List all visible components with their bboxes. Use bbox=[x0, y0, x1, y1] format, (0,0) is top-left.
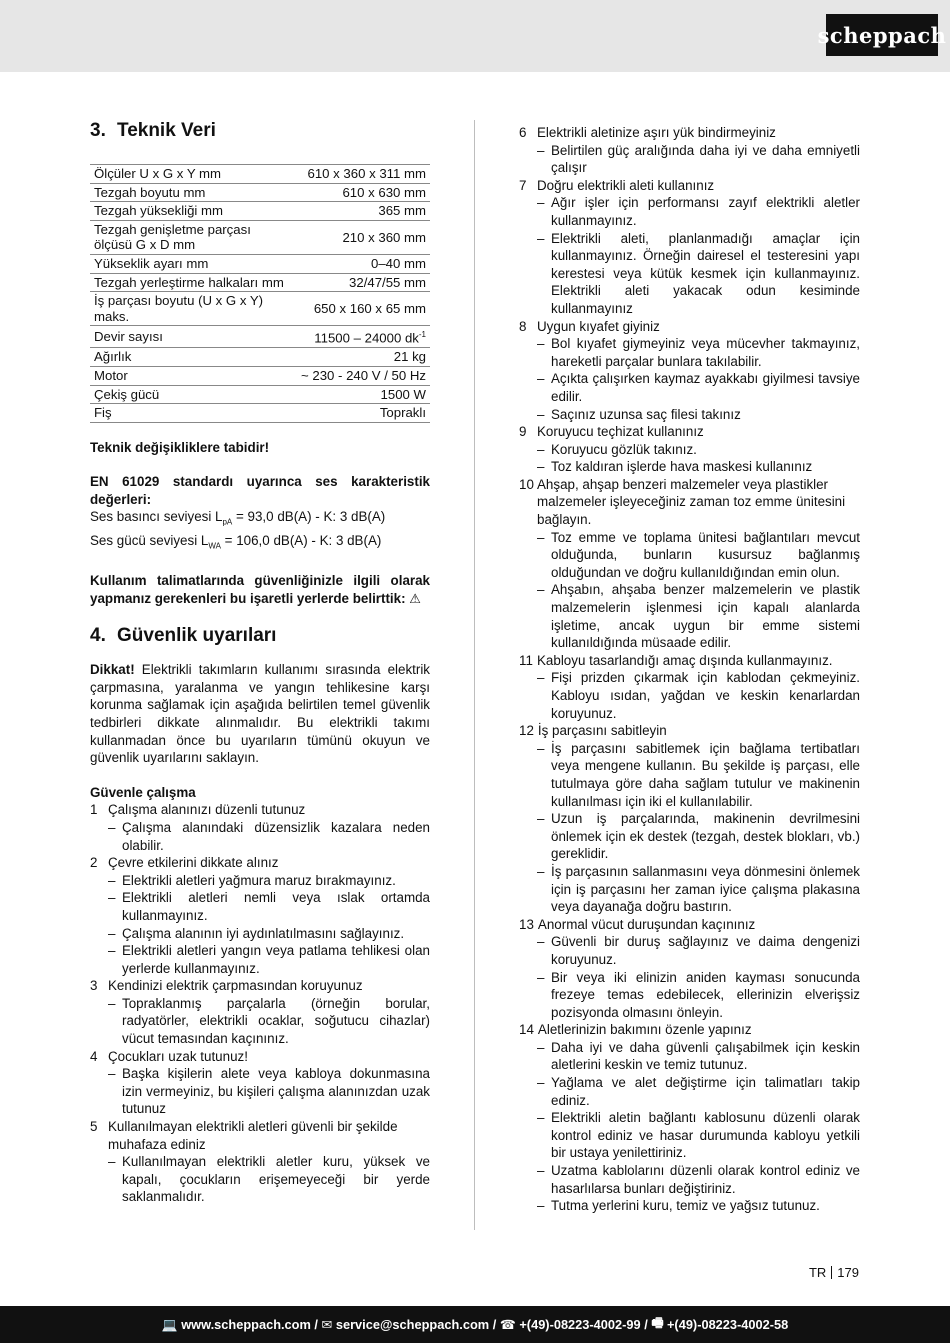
header-bar bbox=[0, 0, 950, 72]
spec-label: Çekiş gücü bbox=[90, 385, 288, 404]
safety-item-heading bbox=[519, 423, 860, 441]
dash-bullet: – bbox=[108, 890, 116, 906]
item-title: Çocukları uzak tutunuz! bbox=[108, 1048, 248, 1064]
item-subpoint bbox=[519, 1109, 860, 1162]
dash-bullet: – bbox=[108, 1154, 116, 1170]
dash-bullet: – bbox=[537, 934, 545, 950]
spec-value-text: 1500 W bbox=[380, 386, 426, 402]
spec-row bbox=[90, 385, 430, 404]
item-title: Uygun kıyafet giyiniz bbox=[537, 318, 660, 334]
spec-value bbox=[288, 385, 430, 404]
item-number: 2 bbox=[90, 855, 98, 871]
safety-item bbox=[519, 722, 860, 916]
page-number-value: 179 bbox=[837, 1265, 859, 1280]
dash-bullet: – bbox=[537, 969, 545, 985]
spec-label: Tezgah yüksekliği mm bbox=[90, 202, 288, 221]
item-subpoint bbox=[90, 942, 430, 977]
safety-item-heading bbox=[90, 854, 430, 872]
spec-value-text: Topraklı bbox=[379, 405, 426, 421]
subpoint-text: Elektrikli aletleri yağmura maruz bırakmayınız. bbox=[122, 872, 396, 888]
item-subpoint bbox=[90, 1065, 430, 1118]
spec-label: Tezgah yerleştirme halkaları mm bbox=[90, 273, 288, 292]
item-subpoint bbox=[90, 819, 430, 854]
subpoint-text: Fişi prizden çıkarmak için kablodan çekmeyiniz. Kabloyu ısıdan, yağdan ve keskin kenarlardan koruyunuz. bbox=[551, 670, 860, 721]
dikkat-paragraph bbox=[90, 661, 430, 767]
spec-label: Devir sayısı bbox=[90, 326, 288, 348]
safety-item-heading bbox=[519, 652, 860, 670]
subpoint-text: Açıkta çalışırken kaymaz ayakkabı giyilmesi tavsiye edilir. bbox=[551, 371, 860, 404]
spec-row bbox=[90, 183, 430, 202]
spec-value-text: 21 kg bbox=[393, 349, 426, 365]
spec-row bbox=[90, 202, 430, 221]
section-number: 3. bbox=[90, 120, 106, 141]
footer-fax: +(49)-08223-4002-58 bbox=[663, 1317, 789, 1332]
spec-value bbox=[288, 254, 430, 273]
item-title: Kullanılmayan elektrikli aletleri güvenli bir şekilde muhafaza ediniz bbox=[108, 1119, 398, 1152]
item-number: 11 bbox=[519, 652, 533, 668]
item-number: 9 bbox=[519, 424, 527, 440]
spec-value bbox=[288, 326, 430, 348]
page-lang: TR bbox=[808, 1265, 827, 1280]
spec-label: Fiş bbox=[90, 404, 288, 423]
subpoint-text: Bol kıyafet giymeyiniz veya mücevher takmayınız, hareketli parçalar bunlara takılabilir. bbox=[551, 336, 860, 369]
item-subpoint bbox=[90, 995, 430, 1048]
dash-bullet: – bbox=[537, 336, 545, 352]
spec-row bbox=[90, 220, 430, 254]
item-title: Doğru elektrikli aleti kullanınız bbox=[537, 177, 715, 193]
dash-bullet: – bbox=[537, 582, 545, 598]
spec-value bbox=[288, 348, 430, 367]
item-number: 8 bbox=[519, 318, 527, 334]
spec-label: İş parçası boyutu (U x G x Y) maks. bbox=[90, 292, 288, 326]
dash-bullet: – bbox=[537, 740, 545, 756]
safety-item bbox=[519, 124, 860, 177]
noise-pressure-sub: pA bbox=[222, 518, 233, 528]
spec-value-text: 610 x 630 mm bbox=[342, 184, 426, 200]
noise-pressure-label: Ses basıncı seviyesi L bbox=[90, 509, 223, 525]
subpoint-text: Elektrikli aletleri yangın veya patlama tehlikesi olan yerlerde kullanmayınız. bbox=[122, 943, 430, 976]
item-subpoint bbox=[519, 194, 860, 229]
spec-value-text: 210 x 360 mm bbox=[342, 229, 426, 245]
safety-item bbox=[90, 854, 430, 977]
dash-bullet: – bbox=[537, 670, 545, 686]
section-title: Teknik Veri bbox=[117, 120, 216, 141]
warning-triangle-icon: ⚠ bbox=[409, 590, 421, 606]
noise-pressure bbox=[90, 508, 430, 531]
subpoint-text: Başka kişilerin alete veya kabloya dokunmasına izin vermeyiniz, bu kişileri çalışma alanınızdan uzak tutunuz bbox=[122, 1066, 430, 1117]
spec-value-text: 32/47/55 mm bbox=[349, 274, 426, 290]
safety-item bbox=[519, 177, 860, 318]
spec-row bbox=[90, 292, 430, 326]
item-number: 1 bbox=[90, 802, 98, 818]
spec-value bbox=[288, 292, 430, 326]
subpoint-text: Belirtilen güç aralığında daha iyi ve daha emniyetli çalışır bbox=[551, 142, 860, 176]
subpoint-text: Tutma yerlerini kuru, temiz ve yağsız tutunuz. bbox=[551, 1198, 820, 1214]
safety-item bbox=[90, 801, 430, 854]
item-subpoint bbox=[519, 529, 860, 582]
item-subpoint bbox=[519, 863, 860, 916]
safe-work-title: Güvenle çalışma bbox=[90, 784, 196, 800]
page-separator bbox=[831, 1266, 832, 1279]
item-subpoint bbox=[519, 370, 860, 405]
section-3-heading bbox=[90, 118, 430, 144]
spec-row bbox=[90, 326, 430, 348]
item-number: 10 bbox=[519, 476, 534, 492]
spec-value bbox=[288, 404, 430, 423]
spec-value-text: 610 x 360 x 311 mm bbox=[307, 166, 426, 181]
item-number: 7 bbox=[519, 177, 527, 193]
dash-bullet: – bbox=[537, 1075, 545, 1091]
dash-bullet: – bbox=[537, 1110, 545, 1126]
item-number: 3 bbox=[90, 978, 98, 994]
item-number: 5 bbox=[90, 1119, 98, 1135]
noise-pressure-value: = 93,0 dB(A) - K: 3 dB(A) bbox=[232, 509, 386, 525]
section-4-heading bbox=[90, 623, 430, 649]
spec-value bbox=[288, 366, 430, 385]
safety-item bbox=[519, 1021, 860, 1215]
subpoint-text: Yağlama ve alet değiştirme için talimatları takip ediniz. bbox=[551, 1075, 860, 1108]
mail-icon: ✉ bbox=[321, 1316, 333, 1332]
item-number: 14 bbox=[519, 1022, 534, 1038]
dash-bullet: – bbox=[537, 459, 545, 475]
item-subpoint bbox=[519, 1074, 860, 1109]
subpoint-text: Çalışma alanının iyi aydınlatılmasını sağlayınız. bbox=[122, 925, 405, 941]
rpm-superscript: -1 bbox=[418, 330, 426, 340]
item-subpoint bbox=[519, 1197, 860, 1215]
dash-bullet: – bbox=[537, 1198, 545, 1214]
spec-label: Yükseklik ayarı mm bbox=[90, 254, 288, 273]
item-subpoint bbox=[519, 581, 860, 651]
subpoint-text: Ahşabın, ahşaba benzer malzemelerin ve plastik malzemelerin işlenmesi için kapalı alanlarda işletime, ancak uygun bir emme sistemi kullanıldığında müsaade edilir. bbox=[551, 582, 860, 651]
spec-value-text: 11500 – 24000 dk bbox=[314, 330, 419, 346]
subpoint-text: Koruyucu gözlük takınız. bbox=[551, 441, 697, 457]
safety-item-heading bbox=[519, 916, 860, 934]
spec-row bbox=[90, 366, 430, 385]
dash-bullet: – bbox=[537, 1163, 545, 1179]
tech-change-note: Teknik değişikliklere tabidir! bbox=[90, 439, 270, 455]
safety-item-heading bbox=[519, 318, 860, 336]
item-subpoint bbox=[519, 1162, 860, 1197]
column-divider bbox=[474, 120, 475, 1230]
spec-value bbox=[288, 183, 430, 202]
safety-item-heading bbox=[90, 1048, 430, 1066]
noise-power-label: Ses gücü seviyesi L bbox=[90, 532, 209, 548]
safety-item bbox=[90, 977, 430, 1047]
item-title: Elektrikli aletinize aşırı yük bindirmeyiniz bbox=[537, 125, 776, 140]
section-number: 4. bbox=[90, 625, 106, 647]
phone-icon: ☎ bbox=[499, 1316, 516, 1332]
safety-item bbox=[519, 318, 860, 424]
item-title: Çalışma alanınızı düzenli tutunuz bbox=[108, 802, 306, 818]
item-subpoint bbox=[519, 335, 860, 370]
safety-item-heading bbox=[519, 124, 860, 142]
spec-row bbox=[90, 348, 430, 367]
noise-title: EN 61029 standardı uyarınca ses karakteristik değerleri: bbox=[90, 474, 430, 507]
dash-bullet: – bbox=[108, 925, 116, 941]
item-subpoint bbox=[90, 872, 430, 890]
subpoint-text: Toz kaldıran işlerde hava maskesi kullanınız bbox=[551, 459, 813, 475]
item-title: Ahşap, ahşap benzeri malzemeler veya plastikler malzemeler işleyeceğiniz zaman toz emme ünitesini bağlayın. bbox=[537, 476, 846, 528]
safety-note bbox=[90, 572, 430, 607]
item-title: Koruyucu teçhizat kullanınız bbox=[537, 424, 704, 440]
item-subpoint bbox=[519, 669, 860, 722]
safety-item-heading bbox=[519, 1021, 860, 1039]
safety-item-heading bbox=[90, 1118, 430, 1153]
dikkat-text: Elektrikli takımların kullanımı sırasında elektrik çarpmasına, yaralanma ve yangın tehlikesine karşı korunma sağlamak için aşağıda belirtilen temel güvenlik tedbirleri dikkate alınmalıdır. Bu elektrikli takımı kullanmadan önce bu uyarıların tümünü okuyun ve güvenlik uyarılarını saklayın. bbox=[90, 662, 430, 766]
spec-value bbox=[288, 202, 430, 221]
safety-note-text: Kullanım talimatlarında güvenliğinizle ilgili olarak yapmanız gerekenleri bu işaretli yerlerde belirttik: bbox=[90, 573, 430, 606]
right-safety-list bbox=[519, 124, 860, 1215]
spec-value bbox=[288, 220, 430, 254]
spec-label: Tezgah genişletme parçası ölçüsü G x D mm bbox=[90, 220, 288, 254]
dash-bullet: – bbox=[108, 995, 116, 1011]
item-subpoint bbox=[519, 1039, 860, 1074]
safety-item bbox=[519, 652, 860, 722]
noise-power-value: = 106,0 dB(A) - K: 3 dB(A) bbox=[220, 532, 382, 548]
safety-item-heading bbox=[519, 177, 860, 195]
subpoint-text: İş parçasını sabitlemek için bağlama tertibatları veya mengene kullanın. Bu şekilde iş parçası, elle tutulmaya göre daha sağlam tutulur ve makinenin kullanılması için iki el kullanılabilir. bbox=[551, 740, 860, 809]
safety-item-heading bbox=[519, 722, 860, 740]
footer-mail[interactable]: service@scheppach.com / bbox=[332, 1317, 500, 1332]
item-title: Çevre etkilerini dikkate alınız bbox=[108, 855, 279, 871]
safety-item-heading bbox=[90, 801, 430, 819]
page-number bbox=[809, 1265, 859, 1280]
subpoint-text: Elektrikli aletleri nemli veya ıslak ortamda kullanmayınız. bbox=[122, 890, 430, 923]
section-title: Güvenlik uyarıları bbox=[117, 625, 277, 647]
dash-bullet: – bbox=[537, 863, 545, 879]
safety-item bbox=[90, 1118, 430, 1206]
dash-bullet: – bbox=[537, 230, 545, 246]
item-title: Kendinizi elektrik çarpmasından koruyunuz bbox=[108, 978, 363, 994]
subpoint-text: Bir veya iki elinizin aniden kayması sonucunda frezeye temas edebilecek, ellerinizin elverişsiz pozisyonda olmasını önleyin. bbox=[551, 969, 860, 1020]
dash-bullet: – bbox=[108, 1066, 116, 1082]
safety-item bbox=[519, 476, 860, 652]
item-subpoint bbox=[519, 230, 860, 318]
subpoint-text: Çalışma alanındaki düzensizlik kazalara neden olabilir. bbox=[122, 819, 430, 853]
item-title: Kabloyu tasarlandığı amaç dışında kullanmayınız. bbox=[537, 652, 833, 668]
footer-bar bbox=[0, 1306, 950, 1343]
spec-value-text: 365 mm bbox=[378, 203, 426, 219]
left-safety-list bbox=[90, 801, 430, 1206]
item-number: 13 bbox=[519, 916, 534, 932]
item-title: Anormal vücut duruşundan kaçınınız bbox=[537, 916, 756, 932]
item-subpoint bbox=[90, 925, 430, 943]
spec-value-text: 650 x 160 x 65 mm bbox=[313, 300, 426, 316]
safety-item bbox=[519, 423, 860, 476]
dash-bullet: – bbox=[537, 371, 545, 387]
subpoint-text: Topraklanmış parçalarla (örneğin borular, radyatörler, elektrikli ocaklar, soğutucu cihazlar) vücut temasından kaçınınız. bbox=[122, 995, 430, 1047]
computer-icon: 💻 bbox=[161, 1316, 178, 1332]
dash-bullet: – bbox=[537, 529, 545, 545]
subpoint-text: Elektrikli aleti, planlanmadığı amaçlar için kullanmayınız. Örneğin dairesel el testeresini yapı kerestesi veya kütük kesmek için kullanmayınız. Elektrikli aleti yakacak odun kesiminde kullanmayınız bbox=[551, 230, 860, 316]
safety-item bbox=[90, 1048, 430, 1118]
left-column bbox=[90, 118, 430, 1206]
spec-label: Ağırlık bbox=[90, 348, 288, 367]
dash-bullet: – bbox=[537, 406, 545, 422]
dash-bullet: – bbox=[108, 872, 116, 888]
safety-item bbox=[519, 916, 860, 1022]
footer-web[interactable]: www.scheppach.com / bbox=[177, 1317, 322, 1332]
item-number: 4 bbox=[90, 1048, 98, 1064]
noise-power bbox=[90, 532, 430, 555]
subpoint-text: Güvenli bir duruş sağlayınız ve daima dengenizi koruyunuz. bbox=[551, 934, 860, 967]
dash-bullet: – bbox=[537, 441, 545, 457]
dash-bullet: – bbox=[108, 943, 116, 959]
noise-power-sub: WA bbox=[208, 541, 221, 551]
spec-table bbox=[90, 164, 430, 423]
subpoint-text: Kullanılmayan elektrikli aletler kuru, yüksek ve kapalı, çocukların erişemeyeceği bir yerde saklanmalıdır. bbox=[122, 1154, 430, 1205]
subpoint-text: Elektrikli aletin bağlantı kablosunu düzenli olarak kontrol ediniz ve hasar durumunda kabloyu yetkili bir ustaya yenilettiriniz. bbox=[551, 1110, 860, 1161]
item-subpoint bbox=[519, 142, 860, 177]
fax-icon: 🖷 bbox=[651, 1314, 664, 1330]
spec-label: Ölçüler U x G x Y mm bbox=[90, 165, 288, 184]
subpoint-text: Toz emme ve toplama ünitesi bağlantıları mevcut olduğunda, bunların kusursuz bağlanmış olduğundan ve doğru kullanıldığından emin olun. bbox=[551, 529, 860, 580]
item-subpoint bbox=[519, 933, 860, 968]
item-subpoint bbox=[90, 1153, 430, 1206]
spec-value bbox=[288, 165, 430, 184]
spec-value-text: ~ 230 - 240 V / 50 Hz bbox=[301, 367, 426, 383]
dikkat-label: Dikkat! bbox=[90, 662, 135, 678]
spec-label: Motor bbox=[90, 366, 288, 385]
spec-row bbox=[90, 273, 430, 292]
subpoint-text: İş parçasının sallanmasını veya dönmesini önlemek için iş parçasını her zaman iyice çalışma plakasına veya dayanağa doğru bastırın. bbox=[551, 863, 860, 915]
subpoint-text: Uzun iş parçalarında, makinenin devrilmesini önlemek için ek destek (tezgah, destek blokları, vb.) gereklidir. bbox=[551, 811, 860, 862]
dash-bullet: – bbox=[537, 195, 545, 211]
subpoint-text: Daha iyi ve daha güvenli çalışabilmek için keskin aletlerini keskin ve temiz tutunuz. bbox=[551, 1039, 860, 1073]
safety-item-heading bbox=[90, 977, 430, 995]
item-number: 6 bbox=[519, 125, 527, 140]
spec-label: Tezgah boyutu mm bbox=[90, 183, 288, 202]
item-subpoint bbox=[519, 969, 860, 1022]
item-number: 12 bbox=[519, 723, 534, 739]
item-subpoint bbox=[519, 810, 860, 863]
spec-value-text: 0–40 mm bbox=[371, 255, 426, 271]
spec-row bbox=[90, 254, 430, 273]
item-title: İş parçasını sabitleyin bbox=[537, 723, 667, 739]
footer-phone: +(49)-08223-4002-99 / bbox=[515, 1317, 652, 1332]
scheppach-logo bbox=[817, 14, 947, 56]
item-subpoint bbox=[519, 458, 860, 476]
safety-item-heading bbox=[519, 476, 860, 529]
dash-bullet: – bbox=[537, 811, 545, 827]
dash-bullet: – bbox=[537, 142, 545, 158]
subpoint-text: Uzatma kablolarını düzenli olarak kontrol ediniz ve hasarlılarsa bunları değiştiriniz. bbox=[551, 1163, 860, 1196]
item-title: Aletlerinizin bakımını özenle yapınız bbox=[537, 1022, 752, 1038]
spec-row bbox=[90, 165, 430, 184]
subpoint-text: Ağır işler için performansı zayıf elektrikli aletler kullanmayınız. bbox=[551, 195, 860, 228]
spec-value bbox=[288, 273, 430, 292]
item-subpoint bbox=[519, 406, 860, 424]
item-subpoint bbox=[519, 740, 860, 810]
item-subpoint bbox=[90, 889, 430, 924]
dash-bullet: – bbox=[537, 1039, 545, 1055]
logo-text: scheppach bbox=[817, 22, 947, 48]
spec-row bbox=[90, 404, 430, 423]
subpoint-text: Saçınız uzunsa saç filesi takınız bbox=[551, 406, 741, 422]
dash-bullet: – bbox=[108, 819, 116, 835]
item-subpoint bbox=[519, 441, 860, 459]
